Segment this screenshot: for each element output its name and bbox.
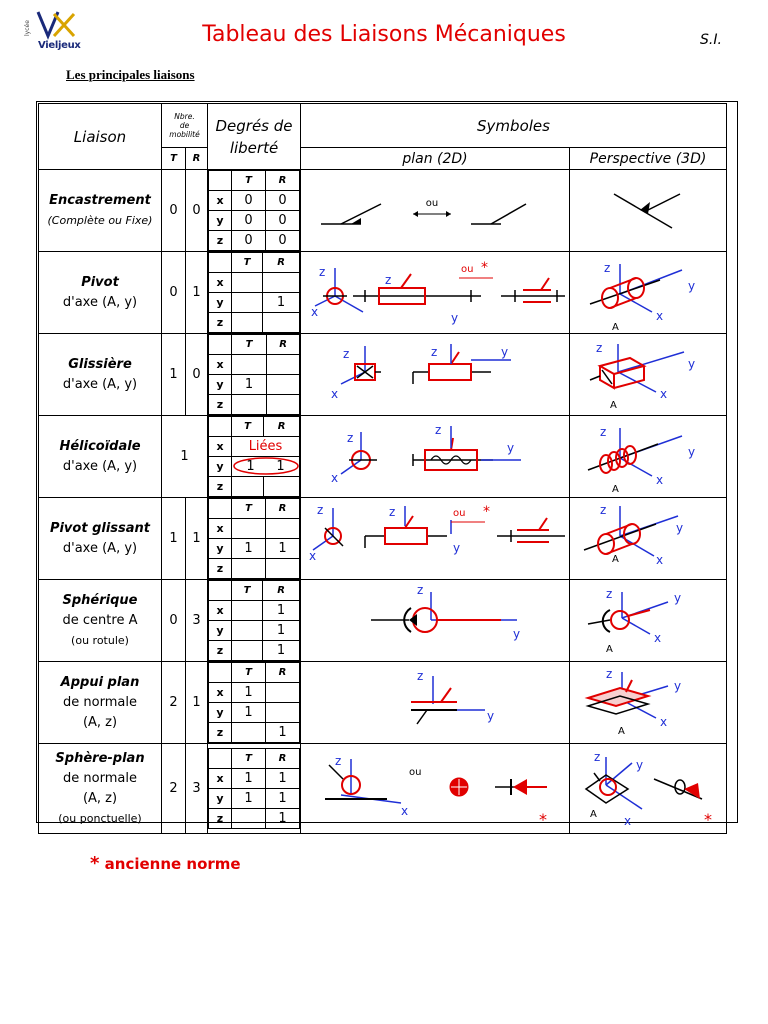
- axis-label-z: z: [417, 668, 424, 683]
- axis-label-z: z: [606, 666, 613, 681]
- symbol-2d-helicoidale: [301, 416, 570, 498]
- axis-label-z: z: [385, 272, 392, 287]
- mob-r: 0: [186, 170, 208, 252]
- table-row: [39, 580, 727, 662]
- table-row: [39, 334, 727, 416]
- axis-label-z: z: [335, 753, 342, 768]
- liaison-name-cell: Pivot d'axe (A, y): [39, 252, 162, 334]
- axis-label-z: z: [319, 264, 326, 279]
- axis-label-x: x: [624, 813, 632, 828]
- dof-cell: T R x 1 y 1 z 1: [208, 580, 301, 662]
- symbol-3d-sphere-plan: [570, 744, 727, 834]
- ou-label: ou: [425, 197, 439, 209]
- header-mob-r: R: [186, 148, 208, 170]
- logo-small-text: lycée: [24, 20, 31, 36]
- point-a-label: A: [612, 483, 619, 495]
- mob-r: 3: [186, 580, 208, 662]
- liees-label: Liées: [232, 437, 300, 457]
- symbol-3d-encastrement: [570, 170, 727, 252]
- liaison-name-cell: Pivot glissant d'axe (A, y): [39, 498, 162, 580]
- axis-label-x: x: [331, 386, 339, 401]
- axis-label-z: z: [604, 260, 611, 275]
- axis-label-x: x: [401, 803, 409, 818]
- axis-label-x: x: [660, 386, 668, 401]
- header-degres: Degrés de liberté: [208, 104, 301, 170]
- header-mobilite: Nbre. de mobilité: [162, 104, 208, 148]
- table-row: [39, 744, 727, 834]
- axis-label-z: z: [606, 586, 613, 601]
- liaison-name-cell: Encastrement (Complète ou Fixe): [39, 170, 162, 252]
- axis-label-x: x: [656, 472, 664, 487]
- point-a-label: A: [612, 321, 619, 332]
- point-a-label: A: [618, 725, 625, 737]
- section-heading: Les principales liaisons: [66, 67, 195, 82]
- axis-label-y: y: [513, 626, 521, 641]
- ou-label: ou: [409, 766, 422, 778]
- header-liaison: Liaison: [39, 104, 162, 170]
- footnote: [90, 853, 241, 874]
- liaison-name-cell: Sphère-plan de normale (A, z) (ou ponctuelle): [39, 744, 162, 834]
- axis-label-z: z: [596, 340, 603, 355]
- liaison-name-cell: Sphérique de centre A (ou rotule): [39, 580, 162, 662]
- ou-label: ou: [453, 507, 466, 519]
- footnote-text: ancienne norme: [104, 855, 241, 873]
- header-perspective-3d: Perspective (3D): [570, 148, 727, 170]
- table-row: [39, 252, 727, 334]
- mob-r: 1: [186, 662, 208, 744]
- symbol-3d-pivot-glissant: [570, 498, 727, 580]
- old-norm-star: *: [704, 809, 712, 829]
- axis-label-y: y: [507, 440, 515, 455]
- axis-label-y: y: [451, 310, 459, 325]
- symbol-3d-spherique: [570, 580, 727, 662]
- symbol-2d-pivot: [301, 252, 570, 334]
- symbol-3d-appui-plan: [570, 662, 727, 744]
- axis-label-y: y: [688, 278, 696, 293]
- axis-label-z: z: [347, 430, 354, 445]
- axis-label-y: y: [674, 678, 682, 693]
- old-norm-star: *: [539, 809, 547, 829]
- axis-label-y: y: [688, 444, 696, 459]
- axis-label-y: y: [636, 757, 644, 772]
- liaison-name-cell: Appui plan de normale (A, z): [39, 662, 162, 744]
- linked-values: 1 1: [232, 457, 300, 477]
- liaison-name-cell: Glissière d'axe (A, y): [39, 334, 162, 416]
- mob-t: 2: [162, 662, 186, 744]
- symbol-3d-glissiere: [570, 334, 727, 416]
- symbol-2d-encastrement: [301, 170, 570, 252]
- mob-r: 3: [186, 744, 208, 834]
- point-a-label: A: [610, 399, 617, 411]
- axis-label-z: z: [594, 749, 601, 764]
- symbol-3d-pivot: [570, 252, 727, 334]
- axis-label-z: z: [417, 582, 424, 597]
- ou-label: ou: [461, 263, 474, 275]
- dof-cell: T R x y 1 z: [208, 334, 301, 416]
- old-norm-star: *: [481, 259, 488, 276]
- header-mob-t: T: [162, 148, 186, 170]
- point-a-label: A: [590, 808, 597, 820]
- axis-label-x: x: [331, 470, 339, 485]
- logo-name: Vieljeux: [38, 40, 81, 51]
- mob-t: 1: [162, 498, 186, 580]
- symbol-3d-helicoidale: [570, 416, 727, 498]
- axis-label-x: x: [660, 714, 668, 729]
- symbol-2d-spherique: [301, 580, 570, 662]
- symbol-2d-appui-plan: [301, 662, 570, 744]
- symbol-2d-pivot-glissant: [301, 498, 570, 580]
- axis-label-z: z: [389, 504, 396, 519]
- subject-tag: S.I.: [700, 32, 722, 48]
- mob-t: 1: [162, 416, 208, 498]
- table-row: [39, 498, 727, 580]
- axis-label-x: x: [311, 304, 319, 319]
- axis-label-y: y: [674, 590, 682, 605]
- page-title: Tableau des Liaisons Mécaniques: [202, 22, 566, 47]
- dof-cell: T R x 1 y 1 z 1: [208, 662, 301, 744]
- table-row: [39, 170, 727, 252]
- header-plan-2d: plan (2D): [301, 148, 570, 170]
- mob-r: 1: [186, 498, 208, 580]
- dof-cell: T R x y 1 z: [208, 252, 301, 334]
- axis-label-z: z: [431, 344, 438, 359]
- mob-t: 0: [162, 170, 186, 252]
- point-a-label: A: [606, 643, 613, 655]
- old-norm-star: *: [483, 503, 490, 520]
- liaison-name-cell: Hélicoïdale d'axe (A, y): [39, 416, 162, 498]
- axis-label-z: z: [600, 424, 607, 439]
- axis-label-y: y: [688, 356, 696, 371]
- axis-label-x: x: [309, 548, 317, 563]
- dof-cell: T R x 0 0 y 0 0 z 0 0: [208, 170, 301, 252]
- mob-t: 1: [162, 334, 186, 416]
- axis-label-x: x: [654, 630, 662, 645]
- axis-label-z: z: [317, 502, 324, 517]
- symbol-2d-glissiere: [301, 334, 570, 416]
- axis-label-y: y: [453, 540, 461, 555]
- table-row: [39, 416, 727, 498]
- mob-t: 0: [162, 580, 186, 662]
- dof-cell: T R x 1 1 y 1 1 z 1: [208, 744, 301, 834]
- axis-label-z: z: [343, 346, 350, 361]
- axis-label-z: z: [435, 422, 442, 437]
- mob-t: 0: [162, 252, 186, 334]
- dof-cell: T R x Liées y 1 1 z: [208, 416, 301, 498]
- axis-label-y: y: [501, 344, 509, 359]
- symbol-2d-sphere-plan: [301, 744, 570, 834]
- dof-cell: T R x y 1 1 z: [208, 498, 301, 580]
- axis-label-z: z: [600, 502, 607, 517]
- axis-label-y: y: [676, 520, 684, 535]
- axis-label-x: x: [656, 308, 664, 323]
- table-row: [39, 662, 727, 744]
- point-a-label: A: [612, 553, 619, 565]
- axis-label-y: y: [487, 708, 495, 723]
- mob-t: 2: [162, 744, 186, 834]
- mob-r: 0: [186, 334, 208, 416]
- footnote-star: *: [90, 853, 100, 874]
- liaisons-table: [38, 103, 727, 834]
- axis-label-x: x: [656, 552, 664, 567]
- mob-r: 1: [186, 252, 208, 334]
- header-symboles: Symboles: [301, 104, 727, 148]
